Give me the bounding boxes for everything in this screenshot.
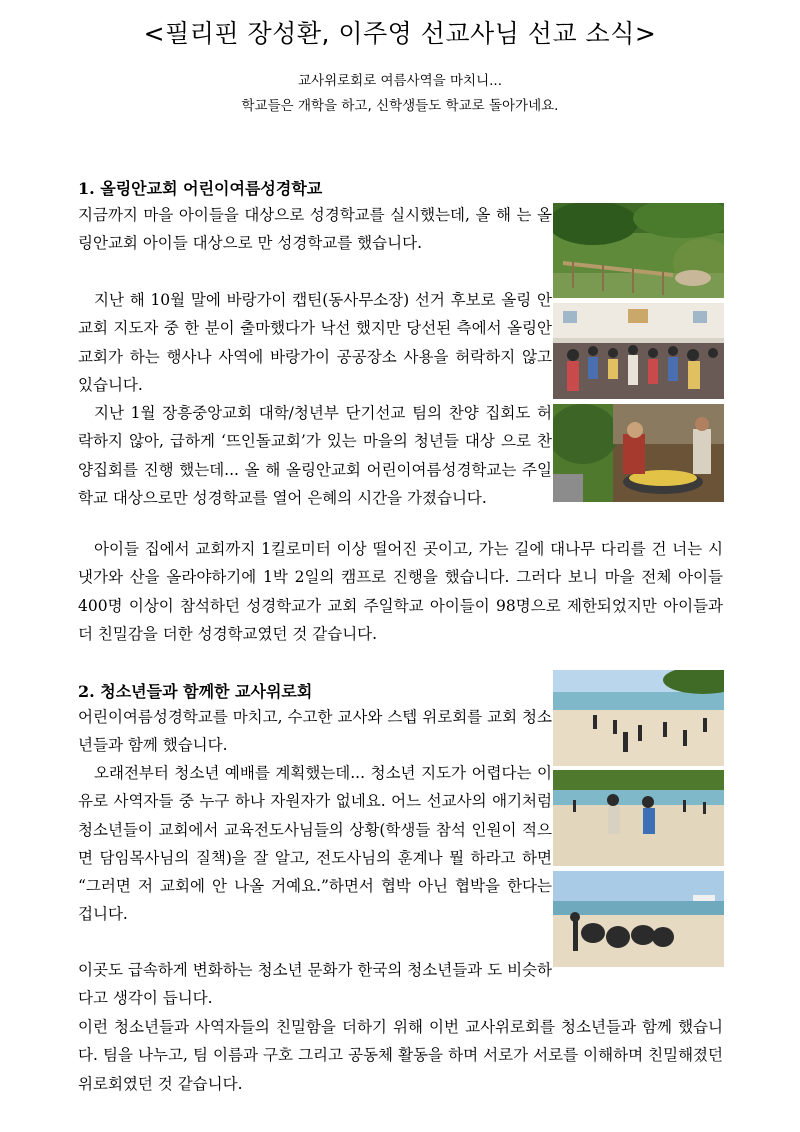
section2-paragraph-3: 이곳도 급속하게 변화하는 청소년 문화가 한국의 청소년들과 도 비슷하다고 생각이 듭니다. <box>78 961 552 1008</box>
section1-paragraph-1: 지금까지 마을 아이들을 대상으로 성경학교를 실시했는데, 올 해 는 올링안교회 아이들 대상으로 만 성경학교를 했습니다. <box>78 206 552 253</box>
section1-paragraph-3: 지난 1월 장흥중앙교회 대학/청년부 단기선교 팀의 찬양 집회도 허락하지 않아, 급하게 ‘뜨인돌교회’가 있는 마을의 청년들 대상 으로 찬양집회를 진행 했는데... 올 해 올링안교회 어린이여름성경학교는 주일학교 대상으로만 성경학교를 열어 은혜의 시간을 가졌습니다. <box>78 404 552 507</box>
section1-paragraph-2: 지난 해 10월 말에 바랑가이 캡틴(동사무소장) 선거 후보로 올링 안교회 지도자 중 한 분이 출마했다가 낙선 했지만 당선된 측에서 올링안교회가 하는 행사나 사역에 바랑가이 공공장소 사용을 허락하지 않고 있습니다. <box>78 291 552 394</box>
photo-children-gathering <box>553 303 724 399</box>
section1-heading: 1. 올링안교회 어린이여름성경학교 <box>78 179 323 198</box>
subtitle-line-2: 학교들은 개학을 하고, 신학생들도 학교로 돌아가네요. <box>241 98 559 114</box>
photo-beach-games-1 <box>553 670 724 766</box>
subtitle-line-1: 교사위로회로 여름사역을 마치니... <box>297 73 503 89</box>
section2-heading: 2. 청소년들과 함께한 교사위로회 <box>78 682 313 701</box>
section2-paragraph-1: 어린이여름성경학교를 마치고, 수고한 교사와 스텝 위로회를 교회 청소년들과 함께 했습니다. <box>78 708 552 755</box>
photo-beach-games-2 <box>553 770 724 866</box>
section1-paragraph-4: 아이들 집에서 교회까지 1킬로미터 이상 떨어진 곳이고, 가는 길에 대나무 다리를 건 너는 시냇가와 산을 올라야하기에 1박 2일의 캠프로 진행을 했습니다. 그러다 보니 마을 전체 아이들 400명 이상이 참석하던 성경학교가 교회 주일학교 아이들이 98명으로 제한되었지만 아이들과 더 친밀감을 더한 성경학교였던 것 같습니다. <box>78 540 723 643</box>
section2-paragraph-2: 오래전부터 청소년 예배를 계획했는데... 청소년 지도가 어렵다는 이유로 사역자들 중 누구 하나 자원자가 없네요. 어느 선교사의 애기처럼 청소년들이 교회에서 교육전도사님들의 상황(학생들 참석 인원이 적으면 담임목사님의 질책)을 잘 알고, 전도사님의 훈계나 뭘 하라고 하면 “그러면 저 교회에 안 나올 거예요.”하면서 협박 아닌 협박을 한다는 겁니다. <box>78 764 552 924</box>
photo-bamboo-bridge <box>553 203 724 298</box>
photo-beach-group <box>553 871 724 967</box>
page-title: <필리핀 장성환, 이주영 선교사님 선교 소식> <box>143 19 657 48</box>
section2-paragraph-4: 이런 청소년들과 사역자들의 친밀함을 더하기 위해 이번 교사위로회를 청소년들과 함께 했습니다. 팀을 나누고, 팀 이름과 구호 그리고 공동체 활동을 하며 서로가 서로를 이해하며 친밀해졌던 위로회였던 것 같습니다. <box>78 1018 723 1093</box>
photo-cooking <box>553 404 724 502</box>
